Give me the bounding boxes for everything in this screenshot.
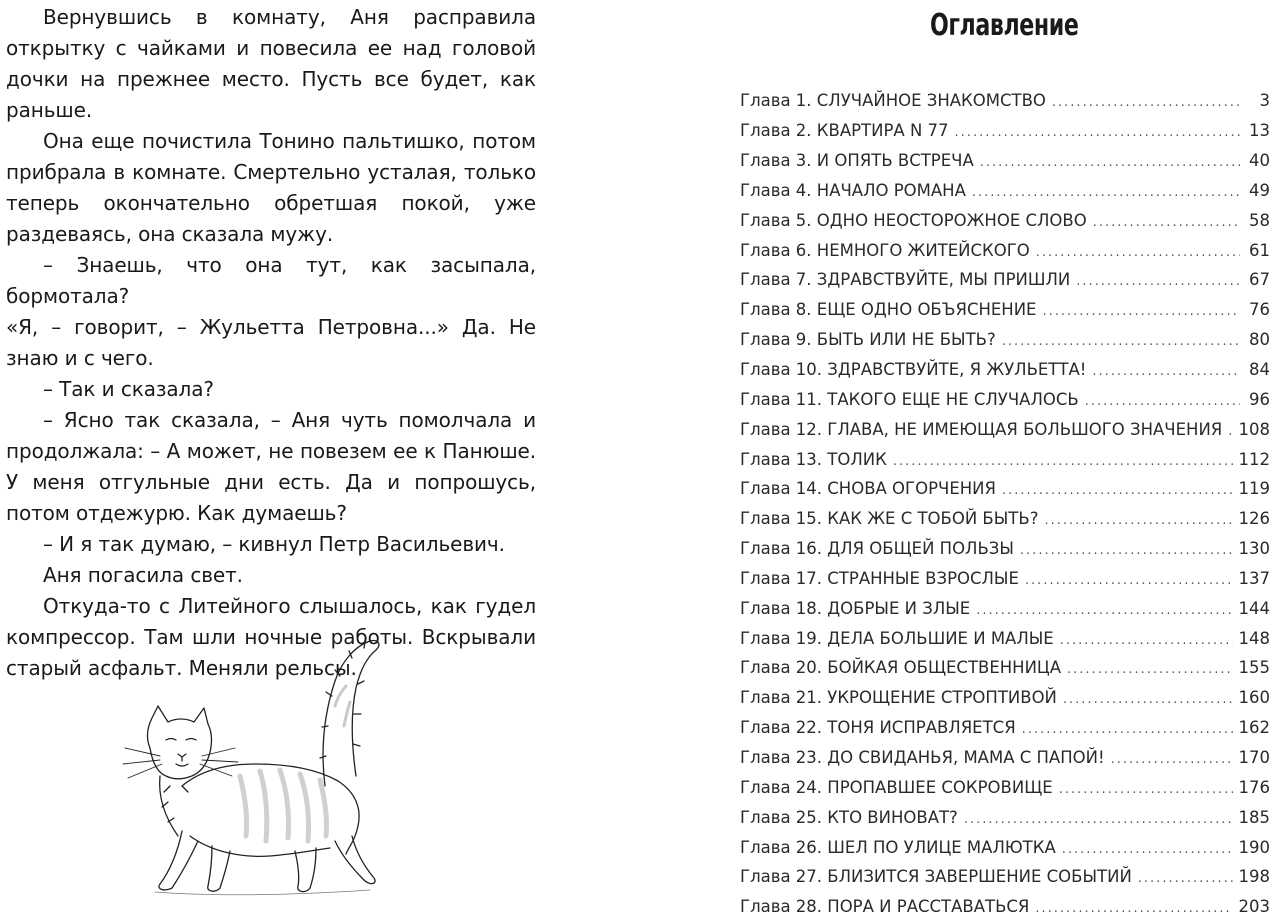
- toc-leader-dots: [1022, 722, 1233, 737]
- toc-chapter-label: Глава 7. ЗДРАВСТВУЙТЕ, МЫ ПРИШЛИ: [740, 270, 1071, 290]
- toc-page-number: 185: [1238, 807, 1270, 827]
- toc-entry[interactable]: [740, 235, 1270, 265]
- toc-chapter-label: Глава 28. ПОРА И РАССТАВАТЬСЯ: [740, 897, 1030, 917]
- story-paragraph: Откуда-то с Литейного слышалось, как гудел компрессор. Там шли ночные работы. Вскрывали старый асфальт. Меняли рельсы.: [6, 594, 536, 680]
- toc-page-number: 3: [1259, 91, 1270, 111]
- toc-chapter-label: Глава 17. СТРАННЫЕ ВЗРОСЛЫЕ: [740, 568, 1019, 588]
- toc-page-number: 130: [1238, 539, 1270, 559]
- toc-page-number: 155: [1238, 658, 1270, 678]
- toc-leader-dots: [1092, 364, 1240, 379]
- toc-chapter-label: Глава 21. УКРОЩЕНИЕ СТРОПТИВОЙ: [740, 688, 1057, 708]
- toc-entry[interactable]: [740, 325, 1270, 355]
- toc-page-number: 76: [1249, 300, 1270, 320]
- toc-leader-dots: [1052, 95, 1240, 110]
- toc-page-number: 96: [1249, 389, 1270, 409]
- story-paragraph: – Так и сказала?: [43, 377, 214, 401]
- toc-entry[interactable]: [740, 832, 1270, 862]
- toc-entry[interactable]: [740, 623, 1270, 653]
- toc-page-number: 198: [1238, 867, 1270, 887]
- toc-leader-dots: [1059, 782, 1233, 797]
- toc-page-number: 13: [1249, 121, 1270, 141]
- story-paragraph: – Ясно так сказала, – Аня чуть помолчала и продолжала: – А может, не повезем ее к Панюше. У меня отгульные дни есть. Да и попрошусь, потом отдежурю. Как думаешь?: [6, 408, 536, 525]
- toc-chapter-label: Глава 25. КТО ВИНОВАТ?: [740, 807, 958, 827]
- toc-chapter-label: Глава 3. И ОПЯТЬ ВСТРЕЧА: [740, 151, 974, 171]
- toc-entry[interactable]: [740, 802, 1270, 832]
- toc-chapter-label: Глава 8. ЕЩЕ ОДНО ОБЪЯСНЕНИЕ: [740, 300, 1037, 320]
- toc-leader-dots: [1036, 245, 1240, 260]
- toc-leader-dots: [1060, 633, 1233, 648]
- toc-page-number: 162: [1238, 718, 1270, 738]
- toc-leader-dots: [980, 155, 1240, 170]
- toc-leader-dots: [1002, 334, 1240, 349]
- toc-entry[interactable]: [740, 504, 1270, 534]
- toc-chapter-label: Глава 23. ДО СВИДАНЬЯ, МАМА С ПАПОЙ!: [740, 747, 1105, 767]
- toc-page-number: 160: [1238, 688, 1270, 708]
- toc-leader-dots: [1228, 424, 1232, 439]
- story-paragraph: – Знаешь, что она тут, как засыпала, бормотала?: [6, 253, 536, 308]
- toc-entry[interactable]: [740, 146, 1270, 176]
- toc-leader-dots: [1076, 274, 1240, 289]
- toc-page-number: 137: [1238, 568, 1270, 588]
- toc-entry[interactable]: [740, 683, 1270, 713]
- right-page: [700, 0, 1272, 920]
- toc-chapter-label: Глава 4. НАЧАЛО РОМАНА: [740, 180, 966, 200]
- toc-chapter-label: Глава 20. БОЙКАЯ ОБЩЕСТВЕННИЦА: [740, 658, 1062, 678]
- story-paragraph: Вернувшись в комнату, Аня расправила открытку с чайками и повесила ее над головой дочки на прежнее место. Пусть все будет, как раньше.: [6, 5, 536, 122]
- toc-leader-dots: [1042, 304, 1240, 319]
- toc-page-number: 203: [1238, 897, 1270, 917]
- story-paragraph: Аня погасила свет.: [43, 563, 243, 587]
- toc-entry[interactable]: [740, 743, 1270, 773]
- table-of-contents: [740, 86, 1270, 922]
- toc-chapter-label: Глава 18. ДОБРЫЕ И ЗЛЫЕ: [740, 598, 971, 618]
- toc-chapter-label: Глава 5. ОДНО НЕОСТОРОЖНОЕ СЛОВО: [740, 210, 1087, 230]
- toc-page-number: 126: [1238, 509, 1270, 529]
- toc-chapter-label: Глава 14. СНОВА ОГОРЧЕНИЯ: [740, 479, 996, 499]
- toc-leader-dots: [1085, 394, 1240, 409]
- toc-leader-dots: [1002, 483, 1233, 498]
- toc-chapter-label: Глава 27. БЛИЗИТСЯ ЗАВЕРШЕНИЕ СОБЫТИЙ: [740, 867, 1132, 887]
- toc-page-number: 80: [1249, 330, 1270, 350]
- toc-entry[interactable]: [740, 265, 1270, 295]
- toc-page-number: 148: [1238, 628, 1270, 648]
- toc-chapter-label: Глава 12. ГЛАВА, НЕ ИМЕЮЩАЯ БОЛЬШОГО ЗНАЧЕНИЯ: [740, 419, 1223, 439]
- toc-leader-dots: [1020, 543, 1233, 558]
- toc-chapter-label: Глава 15. КАК ЖЕ С ТОБОЙ БЫТЬ?: [740, 509, 1039, 529]
- toc-entry[interactable]: [740, 772, 1270, 802]
- toc-page-number: 61: [1249, 240, 1270, 260]
- toc-leader-dots: [1062, 842, 1233, 857]
- story-paragraph: – И я так думаю, – кивнул Петр Васильевич.: [43, 532, 505, 556]
- cat-illustration-icon: [120, 636, 390, 898]
- toc-entry[interactable]: [740, 176, 1270, 206]
- toc-entry[interactable]: [740, 862, 1270, 892]
- toc-page-number: 108: [1238, 419, 1270, 439]
- toc-leader-dots: [1025, 573, 1233, 588]
- toc-page-number: 49: [1249, 180, 1270, 200]
- toc-leader-dots: [964, 812, 1233, 827]
- toc-page-number: 170: [1238, 747, 1270, 767]
- toc-entry[interactable]: [740, 116, 1270, 146]
- toc-chapter-label: Глава 16. ДЛЯ ОБЩЕЙ ПОЛЬЗЫ: [740, 539, 1014, 559]
- story-paragraph: «Я, – говорит, – Жульетта Петровна...» Да. Не знаю и с чего.: [6, 315, 536, 370]
- toc-entry[interactable]: [740, 355, 1270, 385]
- toc-entry[interactable]: [740, 205, 1270, 235]
- toc-leader-dots: [972, 185, 1240, 200]
- story-text: [6, 2, 536, 684]
- toc-leader-dots: [955, 125, 1240, 140]
- toc-leader-dots: [1093, 215, 1240, 230]
- toc-leader-dots: [1067, 662, 1232, 677]
- toc-leader-dots: [1035, 901, 1232, 916]
- toc-entry[interactable]: [740, 444, 1270, 474]
- toc-page-number: 67: [1249, 270, 1270, 290]
- toc-entry[interactable]: [740, 414, 1270, 444]
- left-page: [0, 0, 560, 920]
- toc-page-number: 190: [1238, 837, 1270, 857]
- toc-entry[interactable]: [740, 534, 1270, 564]
- toc-title: Оглавление: [930, 8, 1079, 43]
- toc-leader-dots: [1111, 752, 1233, 767]
- toc-entry[interactable]: [740, 713, 1270, 743]
- toc-chapter-label: Глава 2. КВАРТИРА N 77: [740, 121, 949, 141]
- toc-page-number: 58: [1249, 210, 1270, 230]
- toc-chapter-label: Глава 1. СЛУЧАЙНОЕ ЗНАКОМСТВО: [740, 91, 1046, 111]
- toc-entry[interactable]: [740, 86, 1270, 116]
- toc-chapter-label: Глава 22. ТОНЯ ИСПРАВЛЯЕТСЯ: [740, 718, 1016, 738]
- toc-page-number: 144: [1238, 598, 1270, 618]
- story-paragraph: Она еще почистила Тонино пальтишко, потом прибрала в комнате. Смертельно усталая, только теперь окончательно обретшая покой, уже раздеваясь, она сказала мужу.: [6, 129, 536, 246]
- toc-page-number: 112: [1238, 449, 1270, 469]
- toc-chapter-label: Глава 10. ЗДРАВСТВУЙТЕ, Я ЖУЛЬЕТТА!: [740, 360, 1087, 380]
- toc-entry[interactable]: [740, 474, 1270, 504]
- toc-entry[interactable]: [740, 295, 1270, 325]
- toc-entry[interactable]: [740, 892, 1270, 922]
- toc-leader-dots: [1044, 513, 1232, 528]
- toc-leader-dots: [1138, 871, 1233, 886]
- toc-page-number: 119: [1238, 479, 1270, 499]
- toc-entry[interactable]: [740, 384, 1270, 414]
- toc-chapter-label: Глава 9. БЫТЬ ИЛИ НЕ БЫТЬ?: [740, 330, 996, 350]
- toc-leader-dots: [1063, 692, 1233, 707]
- toc-entry[interactable]: [740, 653, 1270, 683]
- toc-chapter-label: Глава 26. ШЕЛ ПО УЛИЦЕ МАЛЮТКА: [740, 837, 1056, 857]
- toc-page-number: 176: [1238, 777, 1270, 797]
- toc-leader-dots: [976, 603, 1232, 618]
- toc-page-number: 40: [1249, 151, 1270, 171]
- toc-chapter-label: Глава 6. НЕМНОГО ЖИТЕЙСКОГО: [740, 240, 1030, 260]
- toc-page-number: 84: [1249, 360, 1270, 380]
- toc-chapter-label: Глава 13. ТОЛИК: [740, 449, 887, 469]
- toc-chapter-label: Глава 19. ДЕЛА БОЛЬШИЕ И МАЛЫЕ: [740, 628, 1054, 648]
- toc-entry[interactable]: [740, 593, 1270, 623]
- toc-leader-dots: [893, 454, 1233, 469]
- toc-entry[interactable]: [740, 564, 1270, 594]
- toc-chapter-label: Глава 24. ПРОПАВШЕЕ СОКРОВИЩЕ: [740, 777, 1053, 797]
- toc-chapter-label: Глава 11. ТАКОГО ЕЩЕ НЕ СЛУЧАЛОСЬ: [740, 389, 1079, 409]
